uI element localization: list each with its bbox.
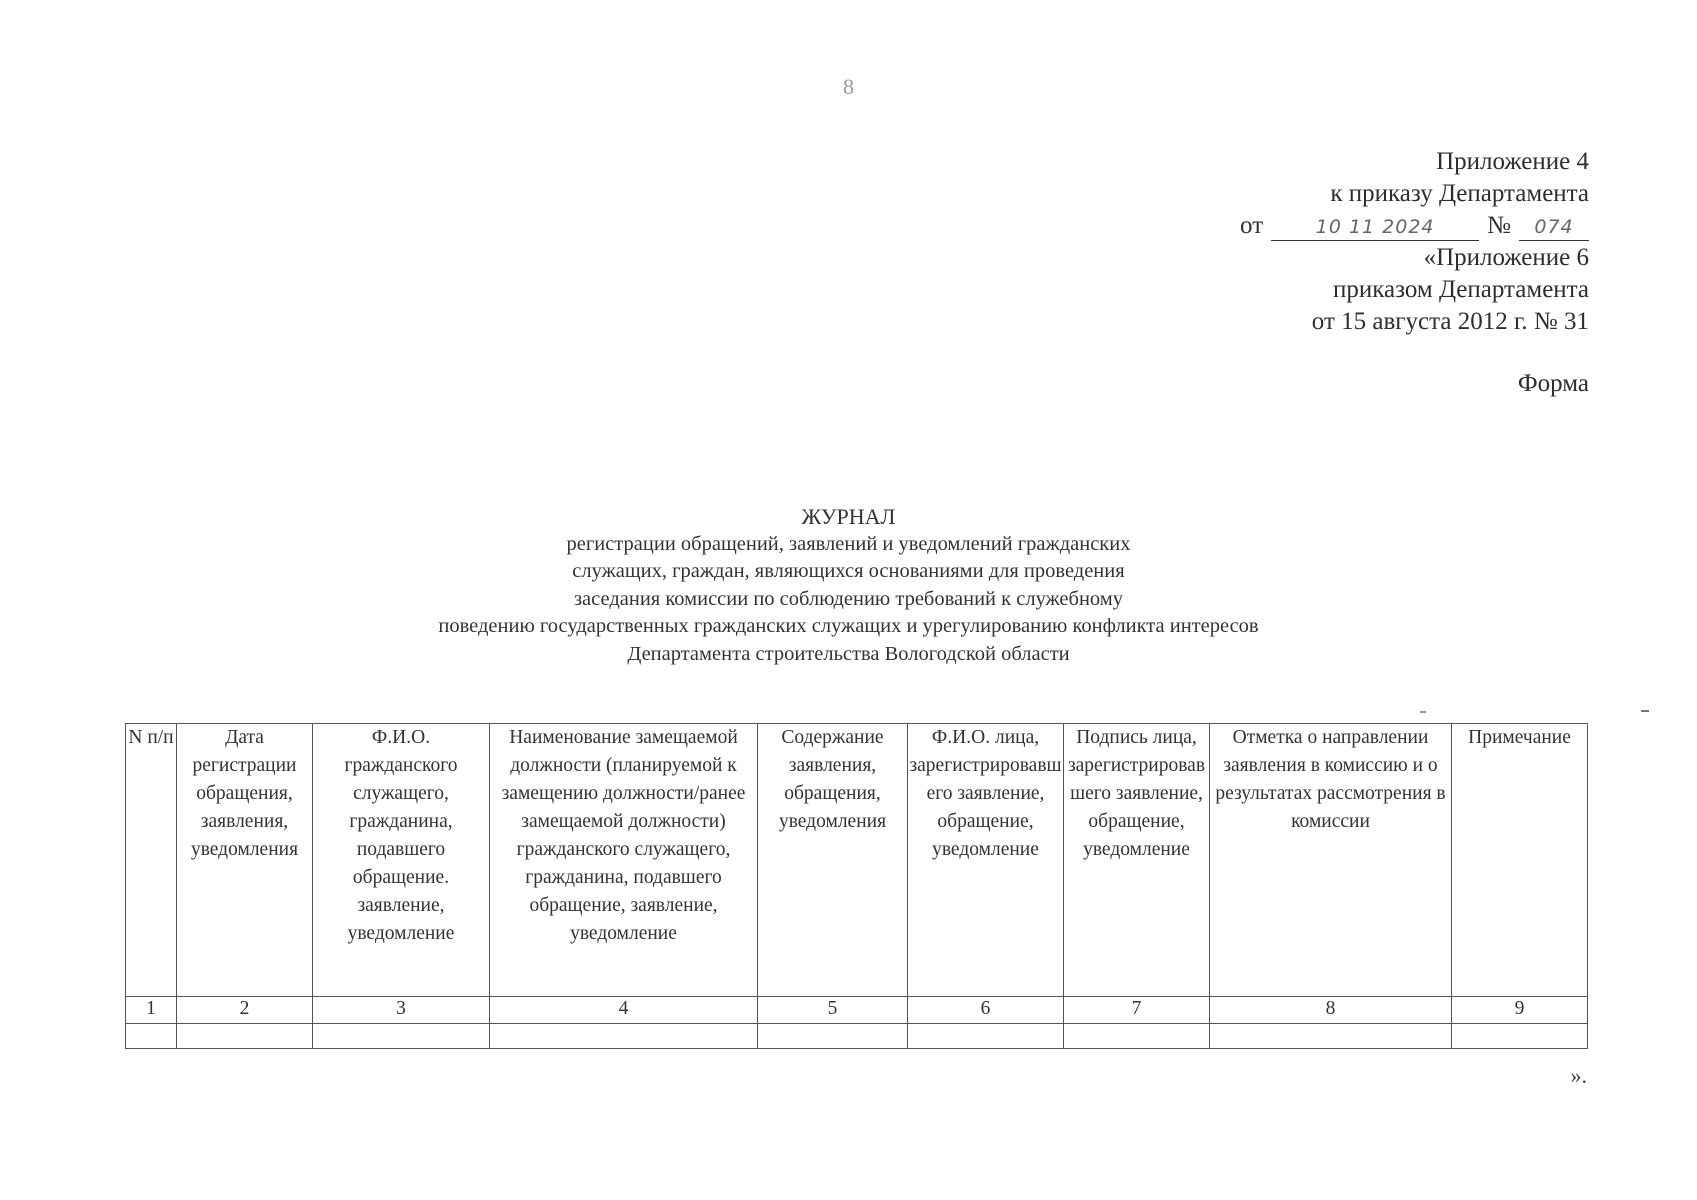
column-number-cell: 2 <box>177 997 313 1024</box>
column-header-note: Примечание <box>1452 724 1588 997</box>
column-header-content: Содержание заявления, обращения, уведомления <box>758 724 908 997</box>
empty-cell <box>490 1024 758 1049</box>
journal-table <box>125 723 1588 1049</box>
appendix-line-2: к приказу Департамента <box>1330 180 1589 207</box>
column-number-cell: 9 <box>1452 997 1588 1024</box>
empty-cell <box>126 1024 177 1049</box>
column-number-cell: 7 <box>1064 997 1210 1024</box>
journal-subtitle-line-1: регистрации обращений, заявлений и уведомлений гражданских <box>566 532 1131 555</box>
column-number-cell: 5 <box>758 997 908 1024</box>
table-header-row <box>126 724 1588 997</box>
journal-subtitle-line-5: Департамента строительства Вологодской области <box>627 642 1070 665</box>
appendix-line-1: Приложение 4 <box>1436 148 1589 175</box>
journal-subtitle-line-3: заседания комиссии по соблюдению требований к служебному <box>573 587 1124 610</box>
closing-quote: ». <box>1570 1063 1587 1088</box>
empty-cell <box>758 1024 908 1049</box>
order-number-sign: № <box>1487 212 1511 239</box>
column-header-registrar-name: Ф.И.О. лица, зарегистрировавшего заявление, обращение, уведомление <box>908 724 1064 997</box>
column-number-cell: 3 <box>313 997 490 1024</box>
journal-title-block <box>0 503 1697 668</box>
scan-artifact <box>1641 710 1649 712</box>
column-number-cell: 1 <box>126 997 177 1024</box>
form-label: Форма <box>1517 370 1589 397</box>
order-reference-line <box>1240 210 1589 242</box>
empty-cell <box>1064 1024 1210 1049</box>
page-number: 8 <box>843 74 854 99</box>
empty-cell <box>177 1024 313 1049</box>
column-header-number: N п/п <box>126 724 177 997</box>
empty-cell <box>908 1024 1064 1049</box>
table-row <box>126 997 1588 1024</box>
journal-heading: ЖУРНАЛ <box>801 504 896 529</box>
column-header-registrar-signature: Подпись лица, зарегистрировавшего заявление, обращение, уведомление <box>1064 724 1210 997</box>
handwritten-order-number: 074 <box>1519 214 1589 241</box>
column-header-commission-mark: Отметка о направлении заявления в комиссию и о результатах рассмотрения в комиссии <box>1210 724 1452 997</box>
appendix-line-6: от 15 августа 2012 г. № 31 <box>1311 308 1589 335</box>
appendix-line-4: «Приложение 6 <box>1423 244 1589 271</box>
appendix-header <box>1240 146 1589 400</box>
column-number-cell: 8 <box>1210 997 1452 1024</box>
column-number-cell: 4 <box>490 997 758 1024</box>
empty-cell <box>1452 1024 1588 1049</box>
empty-cell <box>313 1024 490 1049</box>
order-prefix: от <box>1240 212 1264 239</box>
column-header-registration-date: Дата регистрации обращения, заявления, уведомления <box>177 724 313 997</box>
column-number-cell: 6 <box>908 997 1064 1024</box>
scan-artifact <box>1420 711 1426 713</box>
empty-cell <box>1210 1024 1452 1049</box>
appendix-line-5: приказом Департамента <box>1333 276 1589 303</box>
column-header-position: Наименование замещаемой должности (планируемой к замещению должности/ранее замещаемой должности) гражданского служащего, гражданина, подавшего обращение, заявление, уведомление <box>490 724 758 997</box>
journal-subtitle-line-2: служащих, граждан, являющихся основаниями для проведения <box>572 560 1125 582</box>
journal-subtitle-line-4: поведению государственных гражданских служащих и урегулированию конфликта интересов <box>438 615 1259 637</box>
column-header-applicant-name: Ф.И.О. гражданского служащего, гражданина, подавшего обращение. заявление, уведомление <box>313 724 490 997</box>
handwritten-order-date: 10 11 2024 <box>1271 214 1479 241</box>
table-row <box>126 1024 1588 1049</box>
